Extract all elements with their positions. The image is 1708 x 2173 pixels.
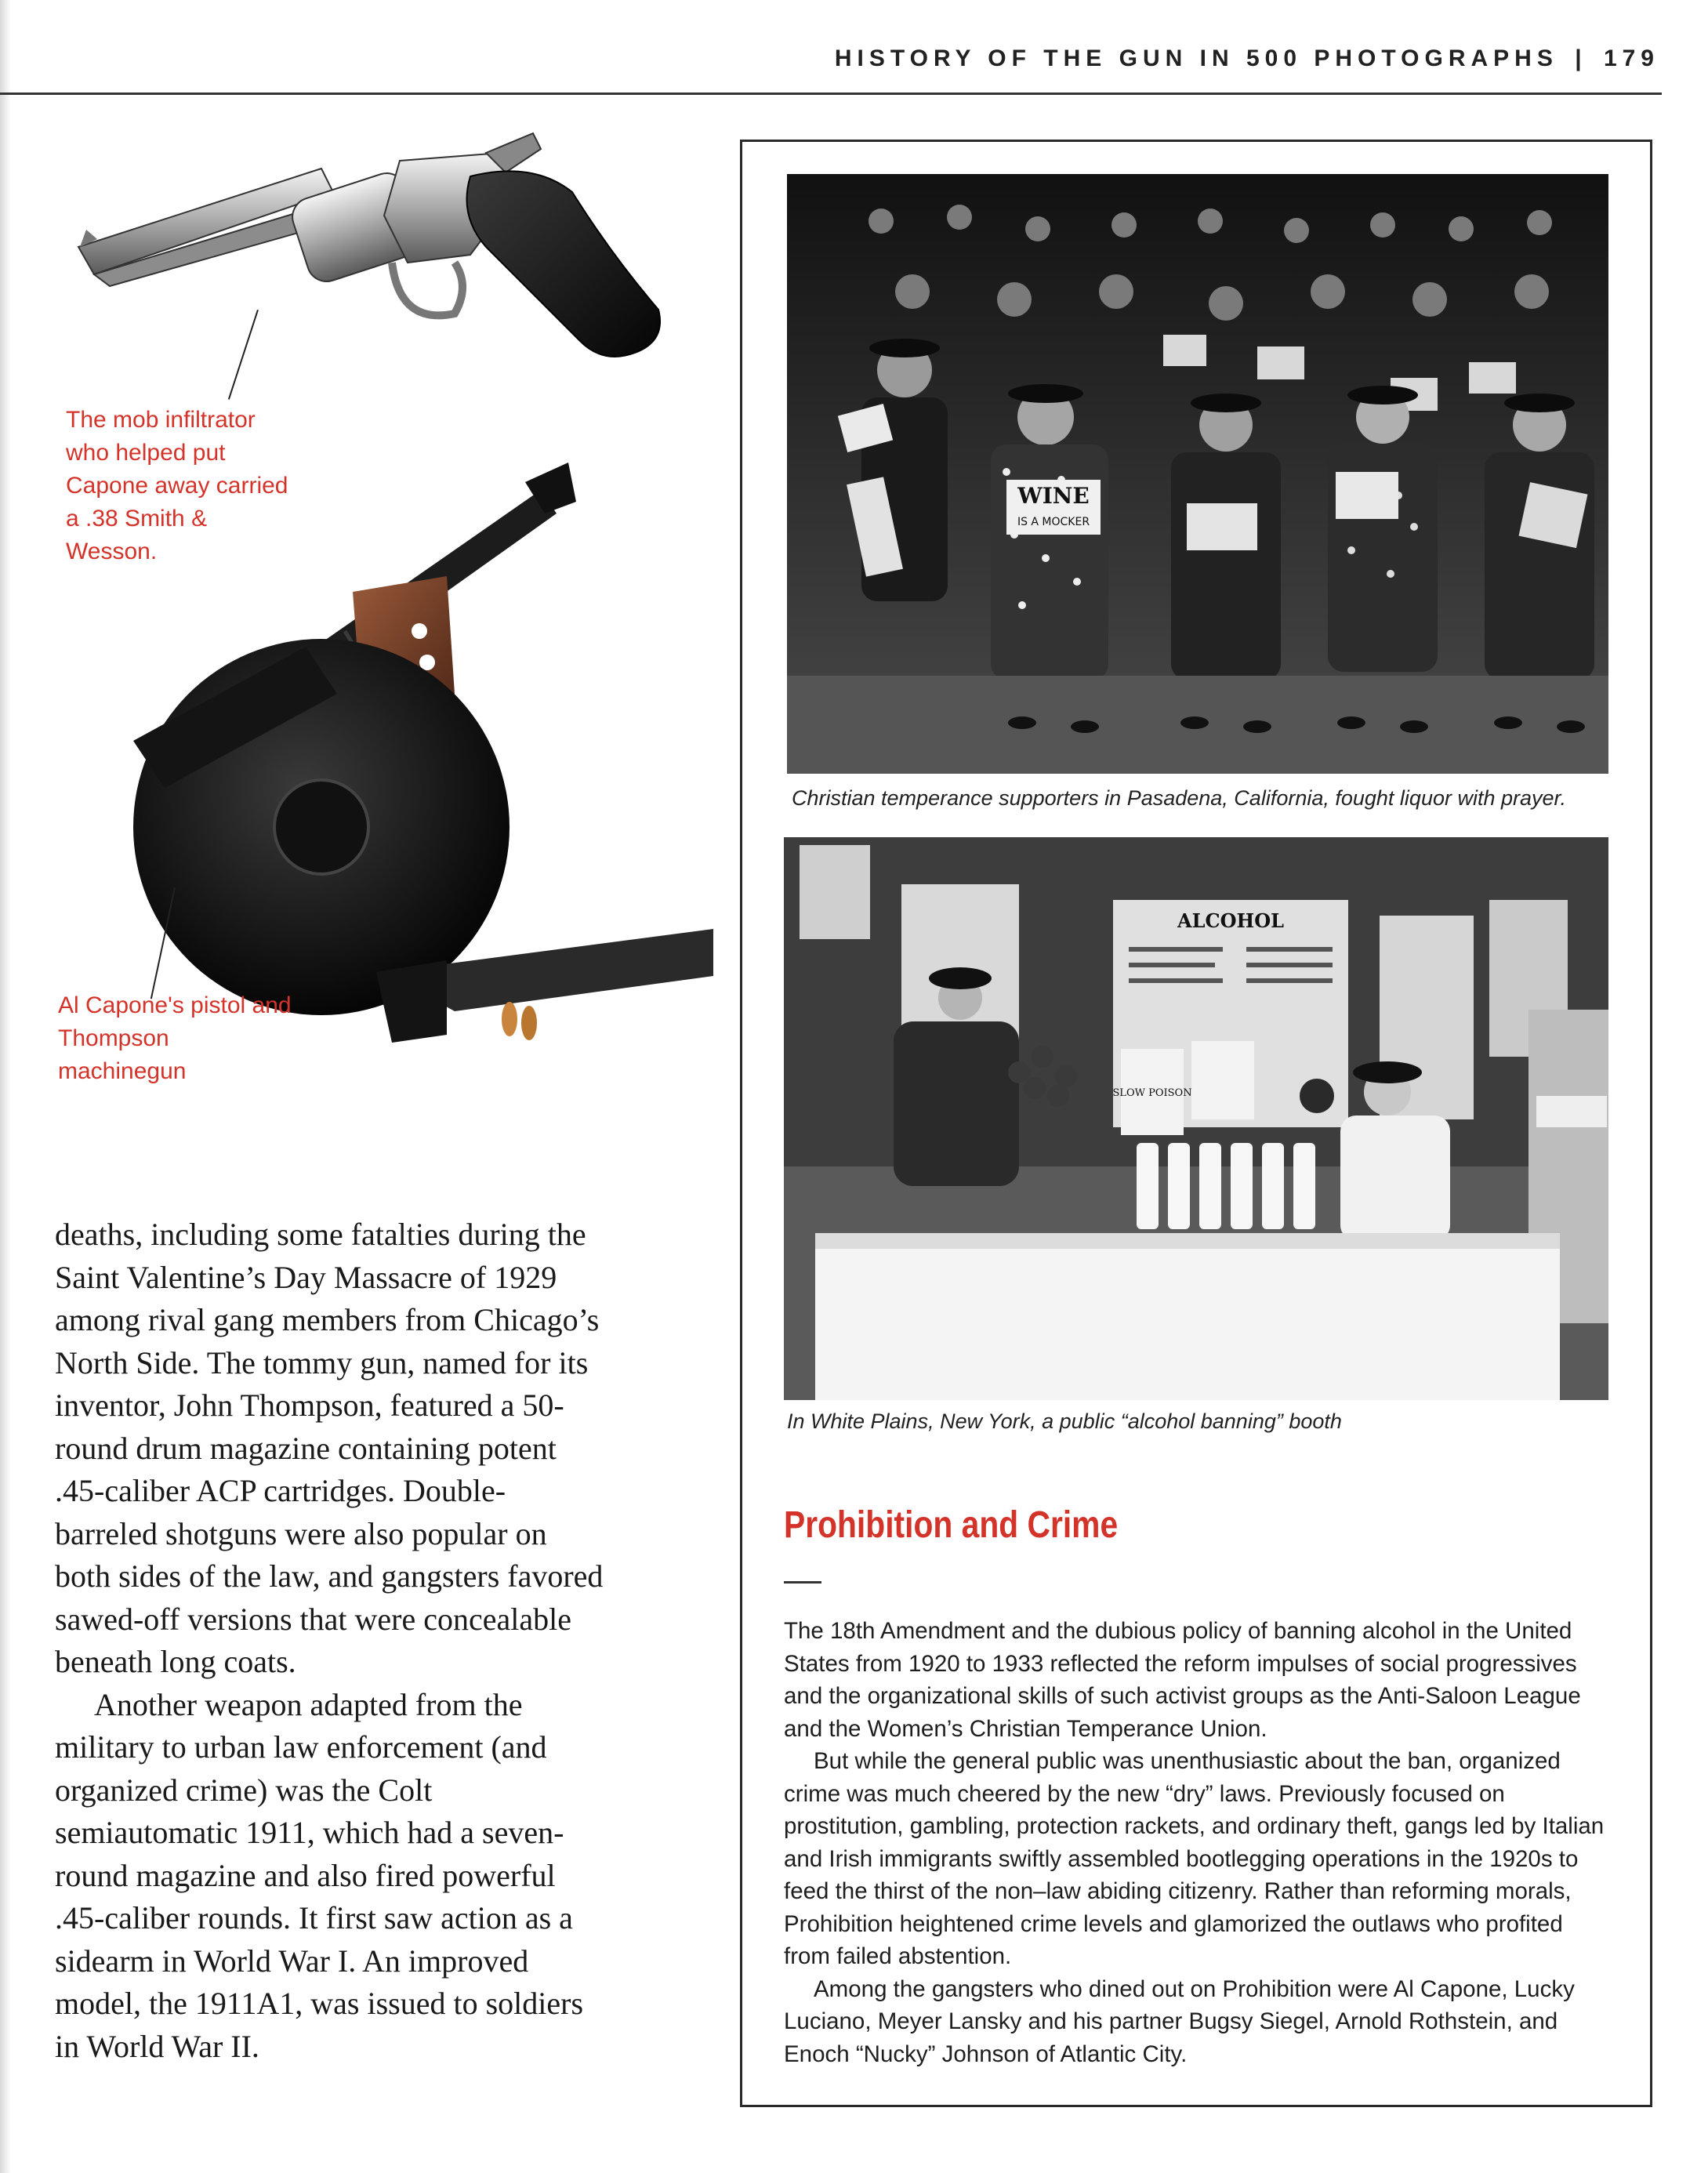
wine-sign-line1: WINE — [1017, 483, 1090, 509]
wine-sign-line2: IS A MOCKER — [1017, 516, 1090, 528]
alcohol-banning-booth-photo — [784, 837, 1608, 1400]
left-column-body — [55, 1213, 604, 2068]
revolver-caption: The mob infiltrator who helped put Capone away carried a .38 Smith & Wesson. — [66, 407, 288, 564]
left-body-paragraph-1: deaths, including some fatalties during the Saint Valentine’s Day Massacre of 1929 among rival gang members from Chicago’s North Side. The tommy gun, named for its inventor, John Thompson, featured a 50-round drum magazine containing potent .45-caliber ACP cartridges. Double-barreled shotguns were also popular on both sides of the law, and gangsters favored sawed-off versions that were concealable beneath long coats. — [55, 1217, 604, 1679]
running-head — [835, 45, 1659, 72]
section-body — [784, 1615, 1615, 2070]
section-title: Prohibition and Crime — [784, 1504, 1119, 1546]
capone-guns-caption: Al Capone's pistol and Thompson machinegun — [58, 992, 292, 1084]
temperance-caption: Christian temperance supporters in Pasadena, California, fought liquor with prayer. — [792, 786, 1567, 810]
thompson-and-pistol-image — [118, 459, 721, 1062]
running-head-separator: | — [1575, 45, 1587, 71]
section-paragraph-3: Among the gangsters who dined out on Prohibition were Al Capone, Lucky Luciano, Meyer Lansky and his partner Bugsy Siegel, Arnold Rothstein, and Enoch “Nucky” Johnson of Atlantic City. — [784, 1975, 1575, 2067]
slow-poison-sign: SLOW POISON — [1112, 1087, 1192, 1099]
running-head-title: HISTORY OF THE GUN IN 500 PHOTOGRAPHS — [834, 45, 1558, 71]
booth-caption: In White Plains, New York, a public “alcohol banning” booth — [787, 1409, 1342, 1433]
temperance-supporters-photo — [787, 174, 1608, 774]
page-edge-shadow — [0, 0, 11, 2173]
left-body-paragraph-2: Another weapon adapted from the military to urban law enforcement (and organized crime) was the Colt semiautomatic 1911, which had a seven-round magazine and also fired powerful .45-caliber rounds. It first saw action as a sidearm in World War I. An improved model, the 1911A1, was issued to soldiers in World War II. — [55, 1686, 584, 2064]
section-paragraph-2: But while the general public was unenthusiastic about the ban, organized crime was much cheered by the new “dry” laws. Previously focused on prostitution, gambling, protection rackets, and ordinary theft, gangs led by Italian and Irish immigrants swiftly assembled bootlegging operations in the 1920s to feed the thirst of the non–law abiding citizenry. Rather than reforming morals, Prohibition heightened crime levels and glamorized the outlaws who profited from failed abstention. — [784, 1748, 1605, 1969]
section-title-rule — [784, 1581, 821, 1583]
alcohol-poster-title: ALCOHOL — [1177, 909, 1284, 932]
smith-wesson-revolver-image — [63, 129, 690, 388]
section-paragraph-1: The 18th Amendment and the dubious policy of banning alcohol in the United States from 1920 to 1933 reflected the reform impulses of social progressives and the organizational skills of such activist groups as the Anti-Saloon League and the Women’s Christian Temperance Union. — [784, 1618, 1581, 1742]
page-number: 179 — [1603, 45, 1659, 71]
header-rule — [0, 93, 1662, 95]
